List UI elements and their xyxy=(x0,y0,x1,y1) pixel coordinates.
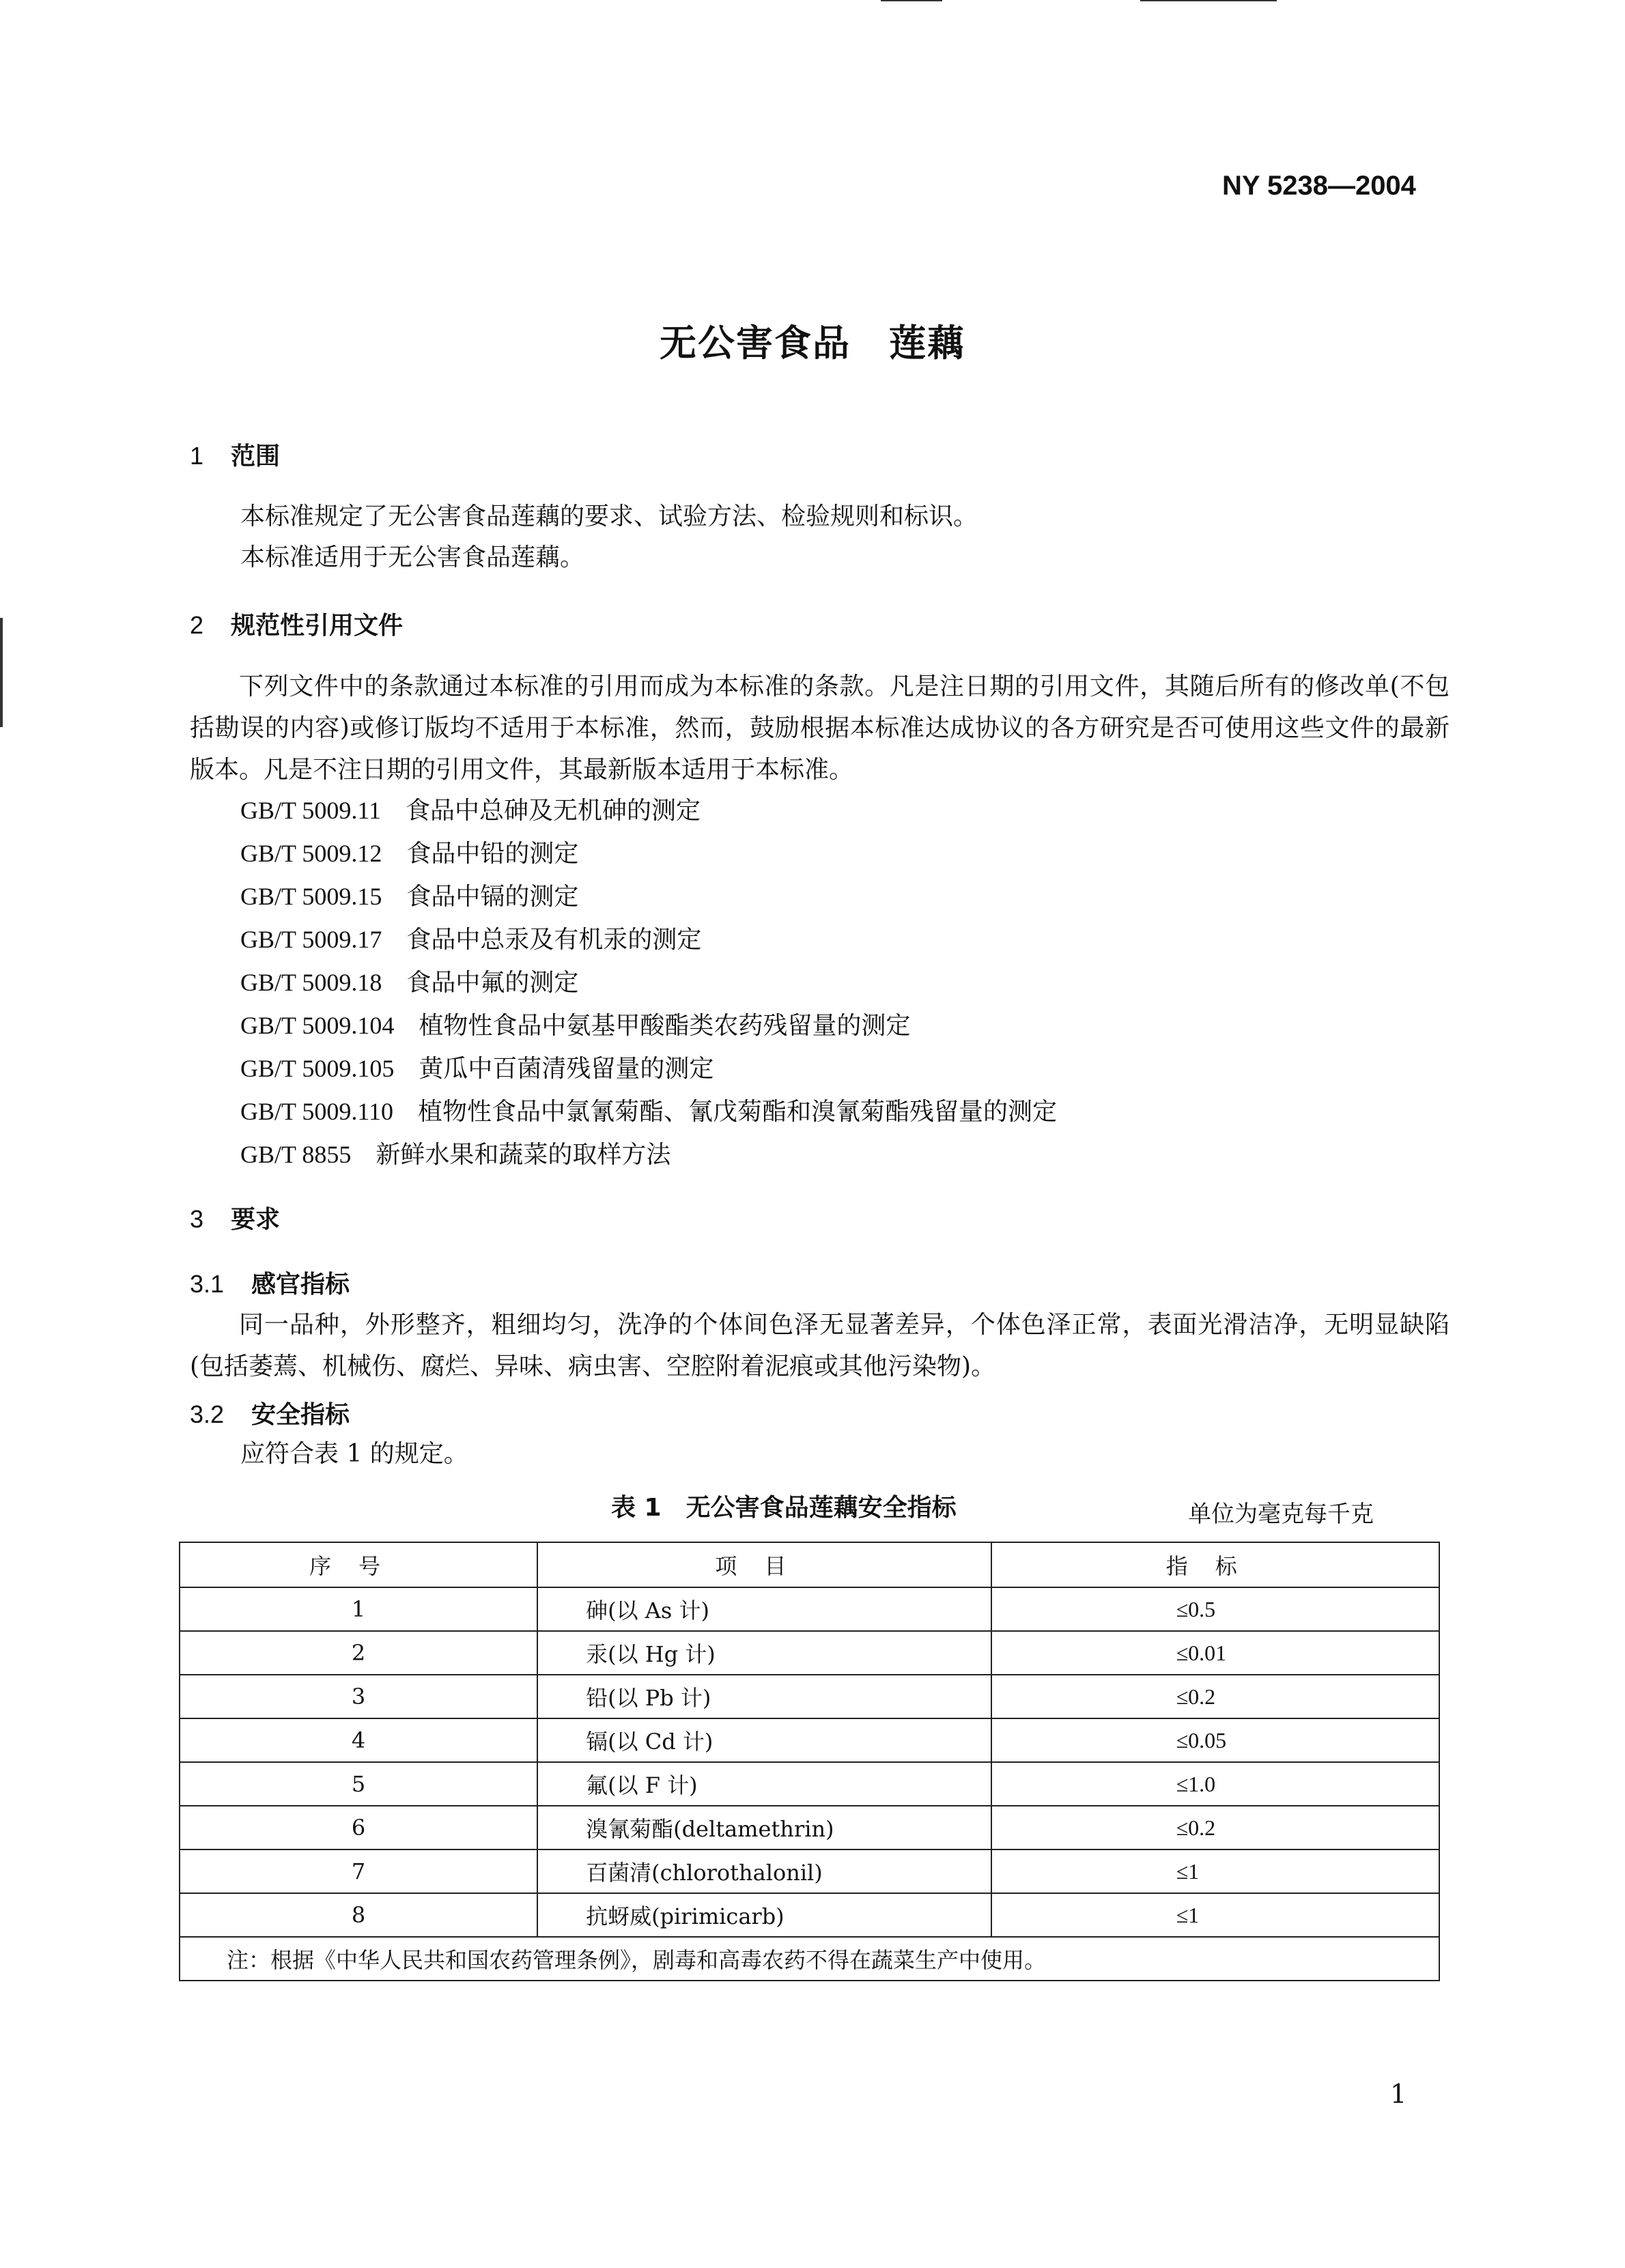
section-number: 1 xyxy=(190,442,204,470)
paragraph: 下列文件中的条款通过本标准的引用而成为本标准的条款。凡是注日期的引用文件，其随后所有的修改单(不包括勘误的内容)或修订版均不适用于本标准，然而，鼓励根据本标准达成协议的各方研究是否可使用这些文件的最新版本。凡是不注日期的引用文件，其最新版本适用于本标准。 xyxy=(190,672,1450,784)
reference-item xyxy=(240,961,1057,1004)
reference-item xyxy=(240,875,1057,918)
table-row xyxy=(180,1718,1439,1762)
table-row xyxy=(180,1806,1439,1849)
reference-title: 黄瓜中百菌清残留量的测定 xyxy=(419,1055,714,1083)
item-name: 镉(以 Cd 计) xyxy=(537,1718,991,1762)
row-number: 8 xyxy=(180,1893,537,1937)
section-3-2-heading xyxy=(190,1395,350,1430)
section-title: 安全指标 xyxy=(251,1401,350,1429)
limit-value: ≤0.01 xyxy=(991,1631,1439,1675)
table-note-row xyxy=(180,1937,1439,1981)
row-number: 7 xyxy=(180,1849,537,1893)
reference-item xyxy=(240,789,1057,832)
standard-number: NY 5238—2004 xyxy=(1222,171,1416,201)
limit-value: ≤0.5 xyxy=(991,1587,1439,1631)
reference-code: GB/T 5009.15 xyxy=(240,883,382,910)
section-title: 感官指标 xyxy=(251,1271,350,1299)
table-header-row xyxy=(180,1542,1439,1587)
scan-top-line xyxy=(1140,0,1277,1)
item-name: 百菌清(chlorothalonil) xyxy=(537,1849,991,1893)
limit-value: ≤0.2 xyxy=(991,1675,1439,1718)
row-number: 1 xyxy=(180,1587,537,1631)
section-number: 3.1 xyxy=(190,1270,225,1298)
reference-code: GB/T 5009.105 xyxy=(240,1055,395,1082)
reference-code: GB/T 5009.12 xyxy=(240,840,382,867)
reference-item xyxy=(240,1133,1057,1176)
row-number: 4 xyxy=(180,1718,537,1762)
table-row xyxy=(180,1631,1439,1675)
document-title: 无公害食品 莲藕 xyxy=(660,322,965,365)
paragraph: 本标准适用于无公害食品莲藕。 xyxy=(240,543,585,571)
limit-value: ≤0.2 xyxy=(991,1806,1439,1849)
reference-item xyxy=(240,832,1057,875)
paragraph: 应符合表 1 的规定。 xyxy=(240,1440,468,1468)
row-number: 6 xyxy=(180,1806,537,1849)
row-number: 5 xyxy=(180,1762,537,1806)
limit-value: ≤1.0 xyxy=(991,1762,1439,1806)
section-2-intro xyxy=(190,666,1450,791)
section-3-heading xyxy=(190,1200,280,1235)
table-note: 注：根据《中华人民共和国农药管理条例》，剧毒和高毒农药不得在蔬菜生产中使用。 xyxy=(180,1937,1439,1981)
section-1-heading xyxy=(190,437,280,472)
section-title: 范围 xyxy=(231,442,281,470)
item-name: 溴氰菊酯(deltamethrin) xyxy=(537,1806,991,1849)
row-number: 2 xyxy=(180,1631,537,1675)
section-3-1-heading xyxy=(190,1265,350,1300)
item-name: 砷(以 As 计) xyxy=(537,1587,991,1631)
section-title: 规范性引用文件 xyxy=(231,612,404,640)
section-3-1-text xyxy=(190,1304,1450,1387)
paragraph: 同一品种，外形整齐，粗细均匀，洗净的个体间色泽无显著差异，个体色泽正常，表面光滑洁净，无明显缺陷(包括萎蔫、机械伤、腐烂、异味、病虫害、空腔附着泥痕或其他污染物)。 xyxy=(190,1311,1450,1380)
section-number: 2 xyxy=(190,611,204,639)
reference-item xyxy=(240,1004,1057,1047)
table-row xyxy=(180,1587,1439,1631)
column-header: 指标 xyxy=(991,1542,1439,1587)
scan-margin-mark xyxy=(0,618,3,727)
reference-title: 食品中总砷及无机砷的测定 xyxy=(406,797,701,825)
item-name: 铅(以 Pb 计) xyxy=(537,1675,991,1718)
table-row xyxy=(180,1849,1439,1893)
reference-code: GB/T 5009.18 xyxy=(240,969,382,996)
column-header: 项目 xyxy=(537,1542,991,1587)
reference-title: 食品中铅的测定 xyxy=(406,840,579,868)
table-row xyxy=(180,1762,1439,1806)
row-number: 3 xyxy=(180,1675,537,1718)
table-row xyxy=(180,1675,1439,1718)
reference-item xyxy=(240,1047,1057,1090)
reference-title: 食品中总汞及有机汞的测定 xyxy=(406,926,702,954)
safety-index-table xyxy=(179,1542,1440,1981)
section-number: 3 xyxy=(190,1205,204,1233)
reference-title: 食品中镉的测定 xyxy=(406,883,579,911)
reference-title: 食品中氟的测定 xyxy=(406,969,579,997)
reference-title: 新鲜水果和蔬菜的取样方法 xyxy=(376,1141,671,1169)
page-number: 1 xyxy=(1390,2079,1407,2109)
limit-value: ≤0.05 xyxy=(991,1718,1439,1762)
item-name: 汞(以 Hg 计) xyxy=(537,1631,991,1675)
table-caption: 表 1 无公害食品莲藕安全指标 xyxy=(611,1494,957,1522)
reference-title: 植物性食品中氯氰菊酯、氰戊菊酯和溴氰菊酯残留量的测定 xyxy=(418,1098,1058,1126)
reference-code: GB/T 5009.110 xyxy=(240,1098,394,1125)
reference-code: GB/T 5009.104 xyxy=(240,1012,395,1039)
limit-value: ≤1 xyxy=(991,1849,1439,1893)
limit-value: ≤1 xyxy=(991,1893,1439,1937)
reference-code: GB/T 5009.11 xyxy=(240,797,382,824)
table-unit: 单位为毫克每千克 xyxy=(1188,1501,1374,1528)
reference-item xyxy=(240,1090,1057,1133)
table-row xyxy=(180,1893,1439,1937)
item-name: 抗蚜威(pirimicarb) xyxy=(537,1893,991,1937)
reference-code: GB/T 5009.17 xyxy=(240,926,382,953)
scan-top-line xyxy=(881,0,942,1)
section-2-heading xyxy=(190,606,403,641)
column-header: 序号 xyxy=(180,1542,537,1587)
reference-code: GB/T 8855 xyxy=(240,1141,352,1168)
section-title: 要求 xyxy=(231,1206,281,1234)
item-name: 氟(以 F 计) xyxy=(537,1762,991,1806)
reference-item xyxy=(240,918,1057,961)
section-number: 3.2 xyxy=(190,1400,225,1428)
reference-title: 植物性食品中氨基甲酸酯类农药残留量的测定 xyxy=(419,1012,911,1040)
paragraph: 本标准规定了无公害食品莲藕的要求、试验方法、检验规则和标识。 xyxy=(240,502,978,530)
reference-list xyxy=(240,789,1057,1176)
